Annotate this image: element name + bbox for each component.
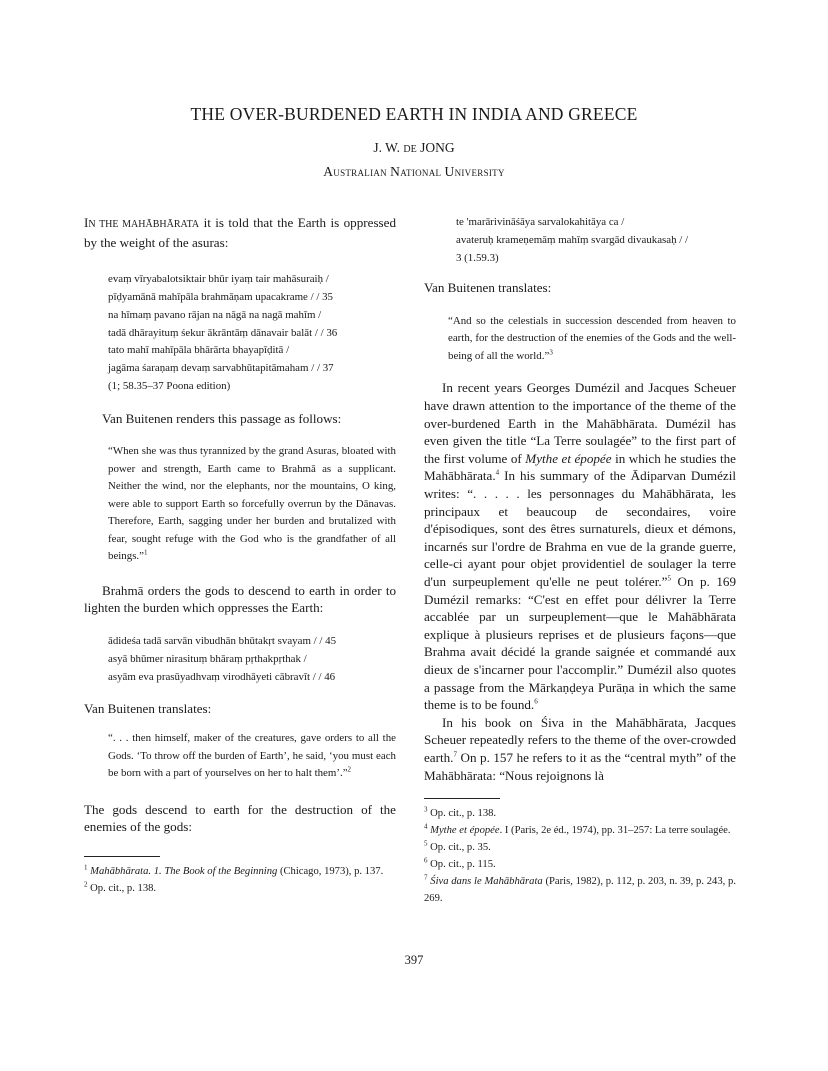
paragraph: In recent years Georges Dumézil and Jacques Scheuer have drawn attention to the importance of the theme of the over-burdened Earth in the Mahābhārata. Dumézil has even given the title “La Terre soulagée” to the first part of the first volume of Mythe et épopée in which he studies the Mahābhārata.$^4$ In his summary of the Ādiparvan Dumézil writes: “. . . . . les personnages du Mahābhārata, les principaux et beaucoup de secondaires, voire d'épisodiques, sont des êtres surnaturels, dieux et démons, incarnés sur l'ordre de Brahma en vue de la grande guerre, celle-ci ayant pour objet providentiel de soulager la terre d'un surpeuplement qu'elle ne peut tolérer.”$^5$ On p. 169 Dumézil remarks: “C'est en effet pour délivrer la Terre accablée par un surpeuplement—que le Mahābhārata explique à plusieurs reprises et de plusieurs façons—que Brahma avait décidé la grande saignée et commandé aux dieux de s'incarner pour l'accomplir.” Dumézil also quotes a passage from the Mārkaṇḍeya Purāṇa in which the same theme is to be found.$^6$ [424,380,736,713]
footnote-rule [424,798,500,799]
author-name: J. W. DE JONG [373,140,455,155]
footnote-ref[interactable]: 7 [453,750,457,759]
block-quote: “When she was thus tyrannized by the grand Asuras, bloated with power and strength, Earth came to Brahmā as a supplicant. Neither the wind, nor the elephants, nor the mountains, O king, were able to support Earth so forcefully overrun by the Dānavas. Therefore, Earth, sagging under her burden and brutalized with fear, sought refuge with the God who is the grandfather of all beings.”$^1$ [108,445,396,563]
footnote: $^7$ Śiva dans le Mahābhārata (Paris, 1982), p. 112, p. 203, n. 39, p. 243, p. 269. [424,873,736,905]
verse-line: 3 (1.59.3) [456,251,499,264]
footnote: $^6$ Op. cit., p. 115. [424,856,496,871]
block-quote: “. . . then himself, maker of the creatures, gave orders to all the Gods. ‘To throw off the burden of Earth’, he said, ‘you must each be born with a part of yourselves on her to halt them’.”$^2$ [108,732,396,780]
footnote-ref[interactable]: 1 [144,548,148,557]
sanskrit-verse [84,271,396,396]
verse-line: jagāma śaraṇaṃ devaṃ sarvabhūtapitāmaham / / 37 [108,362,334,375]
footnote-ref[interactable]: 6 [534,697,538,706]
verse-line: te 'marārivināśāya sarvalokahitāya ca / [456,216,625,228]
footnote: $^2$ Op. cit., p. 138. [84,880,157,894]
footnote: $^4$ Mythe et épopée. I (Paris, 2e éd., 1974), pp. 31–257: La terre soulagée. [424,822,731,837]
verse-line: na hīmaṃ pavano rājan na nāgā na nagā mahīm / [108,308,322,321]
footnote-ref[interactable]: 5 [667,574,671,583]
verse-line: ādideśa tadā sarvān vibudhān bhūtakṛt svayam / / 45 [108,635,337,648]
sanskrit-verse [84,633,396,686]
paragraph: Van Buitenen translates: [84,701,212,717]
paragraph: Brahmā orders the gods to descend to earth in order to lighten the burden which oppresses the Earth: [84,582,396,616]
footnote: $^5$ Op. cit., p. 35. [424,839,491,854]
page-number: 397 [404,953,424,967]
footnote-ref[interactable]: 2 [347,765,352,774]
author-affiliation: AUSTRALIAN NATIONAL UNIVERSITY [323,164,505,179]
article-title: THE OVER-BURDENED EARTH IN INDIA AND GREECE [190,104,638,124]
paragraph: In his book on Śiva in the Mahābhārata, Jacques Scheuer repeatedly refers to the theme of the over-crowded earth.$^7$ On p. 157 he refers to it as the “central myth” of the Mahābhārata: “Nous rejoignons là [424,714,736,783]
verse-line: asyām eva prasūyadhvaṃ virodhāyeti cābravīt / / 46 [108,670,336,683]
verse-line: (1; 58.35–37 Poona edition) [108,379,231,392]
footnote-rule [84,856,160,857]
verse-line: tadā dhārayituṃ śekur ākrāntāṃ dānavair balāt / / 36 [108,326,338,339]
paragraph: Van Buitenen translates: [424,280,552,296]
footnote: $^3$ Op. cit., p. 138. [424,805,497,820]
footnote-ref[interactable]: 3 [549,348,553,357]
block-quote: “And so the celestials in succession descended from heaven to earth, for the destruction of the enemies of the Gods and the well-being of all the world.”$^3$ [448,314,736,362]
paragraph: The gods descend to earth for the destruction of the enemies of the gods: [84,801,396,835]
left-column [84,214,396,897]
footnote: $^1$ Mahābhārata. 1. The Book of the Beginning (Chicago, 1973), p. 137. [84,863,384,877]
verse-line: pīḍyamānā mahīpāla brahmāṇam upacakrame / / 35 [108,290,333,303]
verse-line: avateruḥ krameṇemāṃ mahīṃ svargād divaukasaḥ / / [456,233,689,246]
verse-line: evaṃ vīryabalotsiktair bhūr iyaṃ tair mahāsuraiḥ / [108,273,329,286]
footnote-ref[interactable]: 4 [495,469,500,478]
right-column [424,214,736,907]
verse-line: tato mahī mahīpāla bhārārta bhayapīḍitā / [108,344,290,357]
paragraph: IN THE MAHĀBHĀRATA it is told that the Earth is oppressed by the weight of the asuras: [84,215,396,250]
paragraph: Van Buitenen renders this passage as follows: [102,410,342,426]
verse-line: asyā bhūmer nirasituṃ bhāraṃ pṛthakpṛthak / [108,652,307,665]
sanskrit-verse [424,214,736,267]
